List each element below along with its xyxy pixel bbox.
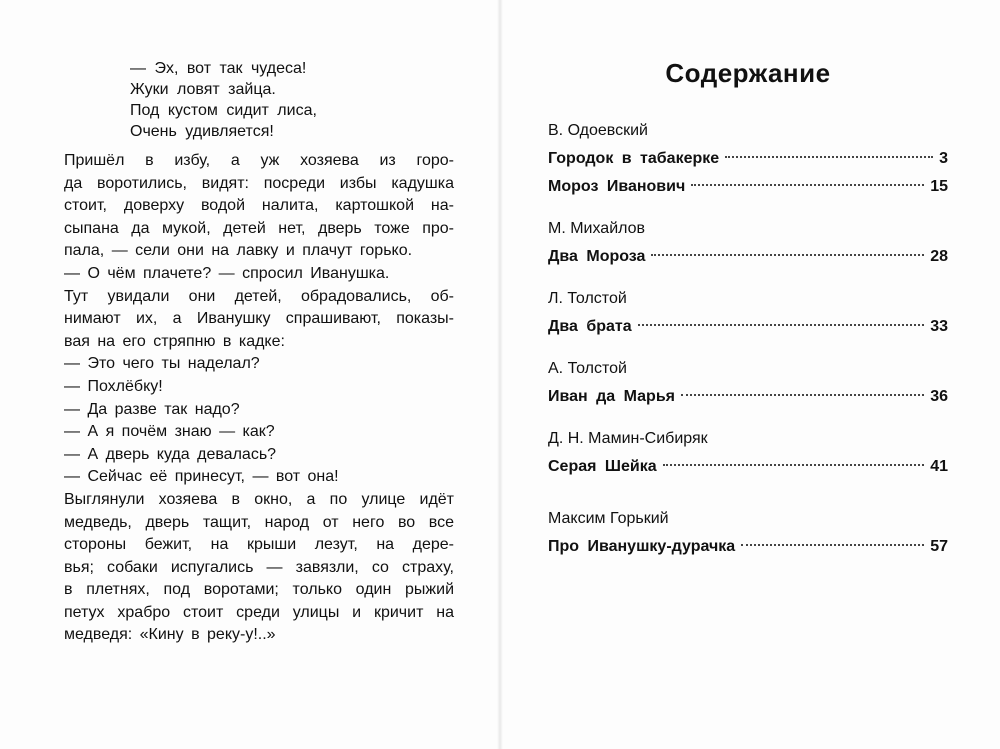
toc-spacer	[548, 271, 948, 285]
toc-entry[interactable]	[548, 313, 948, 341]
dot-leader	[638, 324, 925, 326]
dot-leader	[681, 394, 924, 396]
text-line: в плетнях, под воротами; только один рыжий	[64, 581, 454, 599]
toc-entry-title: Про Иванушку-дурачка	[548, 538, 736, 555]
dot-leader	[663, 464, 925, 466]
toc-entry[interactable]	[548, 533, 948, 561]
toc-title: Содержание	[665, 58, 831, 88]
toc-author: А. Толстой	[548, 360, 627, 377]
dot-leader	[691, 184, 924, 186]
text-line: сыпана да мукой, детей нет, дверь тоже про-	[64, 219, 454, 237]
toc-author: Д. Н. Мамин-Сибиряк	[548, 430, 708, 447]
poem-line: Жуки ловят зайца.	[130, 81, 276, 98]
toc-page-number: 41	[930, 458, 948, 475]
toc-entry[interactable]	[548, 173, 948, 201]
toc-entry-title: Городок в табакерке	[548, 150, 720, 167]
toc-page-number: 3	[939, 150, 948, 167]
paragraph	[64, 150, 454, 263]
text-line: — Похлёбку!	[64, 377, 163, 395]
toc-author: Максим Горький	[548, 510, 669, 527]
text-line: — А дверь куда девалась?	[64, 445, 277, 463]
toc-entry[interactable]	[548, 383, 948, 411]
text-line: Выглянули хозяева в окно, а по улице идёт	[64, 490, 454, 508]
paragraph	[64, 466, 454, 489]
toc-page-number: 36	[930, 388, 948, 405]
text-line: пала, — сели они на лавку и плачут горько.	[64, 242, 413, 260]
text-line: петух храбро стоит среди улицы и кричит на	[64, 603, 454, 621]
text-line: — А я почём знаю — как?	[64, 423, 275, 441]
toc-entry[interactable]	[548, 453, 948, 481]
text-line: стороны бежит, на крыши лезут, на дере-	[64, 536, 454, 554]
toc-entry[interactable]	[548, 145, 948, 173]
table-of-contents	[548, 117, 948, 561]
toc-author: В. Одоевский	[548, 122, 648, 139]
text-line: — Да разве так надо?	[64, 400, 240, 418]
paragraph	[64, 489, 454, 647]
text-line: — Это чего ты наделал?	[64, 355, 260, 373]
poem-line: Очень удивляется!	[130, 123, 274, 140]
toc-entry-title: Серая Шейка	[548, 458, 657, 475]
prose-text	[64, 150, 454, 647]
text-line: — Сейчас её принесут, — вот она!	[64, 468, 339, 486]
toc-spacer	[548, 411, 948, 425]
text-line: Пришёл в избу, а уж хозяева из горо-	[64, 152, 454, 169]
paragraph	[64, 399, 454, 422]
text-line: стоит, доверху водой налита, картошкой на-	[64, 197, 454, 215]
paragraph	[64, 286, 454, 354]
paragraph	[64, 444, 454, 467]
paragraph	[64, 376, 454, 399]
toc-spacer	[548, 201, 948, 215]
toc-spacer	[548, 481, 948, 505]
dot-leader	[741, 544, 924, 546]
text-line: медведя: «Кину в реку-у!..»	[64, 626, 276, 644]
dot-leader	[725, 156, 933, 158]
text-line: Тут увидали они детей, обрадовались, об-	[64, 287, 454, 305]
toc-author: М. Михайлов	[548, 220, 646, 237]
text-line: нимают их, а Иванушку спрашивают, показы-	[64, 310, 454, 328]
paragraph	[64, 263, 454, 286]
toc-spacer	[548, 341, 948, 355]
text-line: вая на его стряпню в кадке:	[64, 332, 285, 350]
text-line: да воротились, видят: посреди избы кадушка	[64, 174, 454, 192]
toc-entry[interactable]	[548, 243, 948, 271]
paragraph	[64, 353, 454, 376]
toc-author: Л. Толстой	[548, 290, 627, 307]
page-gutter	[497, 0, 503, 749]
toc-page-number: 15	[930, 178, 948, 195]
toc-page-number: 57	[930, 538, 948, 555]
text-line: медведь, дверь тащит, народ от него во все	[64, 513, 454, 531]
poem-line: — Эх, вот так чудеса!	[130, 60, 307, 77]
toc-entry-title: Два Мороза	[548, 248, 646, 265]
dot-leader	[651, 254, 924, 256]
poem-stanza	[130, 58, 317, 142]
toc-entry-title: Два брата	[548, 318, 632, 335]
paragraph	[64, 421, 454, 444]
toc-entry-title: Мороз Иванович	[548, 178, 686, 195]
text-line: вья; собаки испугались — завязли, со страху,	[64, 558, 454, 576]
toc-page-number: 33	[930, 318, 948, 335]
poem-line: Под кустом сидит лиса,	[130, 102, 317, 119]
text-line: — О чём плачете? — спросил Иванушка.	[64, 264, 390, 282]
toc-entry-title: Иван да Марья	[548, 388, 675, 405]
toc-page-number: 28	[930, 248, 948, 265]
